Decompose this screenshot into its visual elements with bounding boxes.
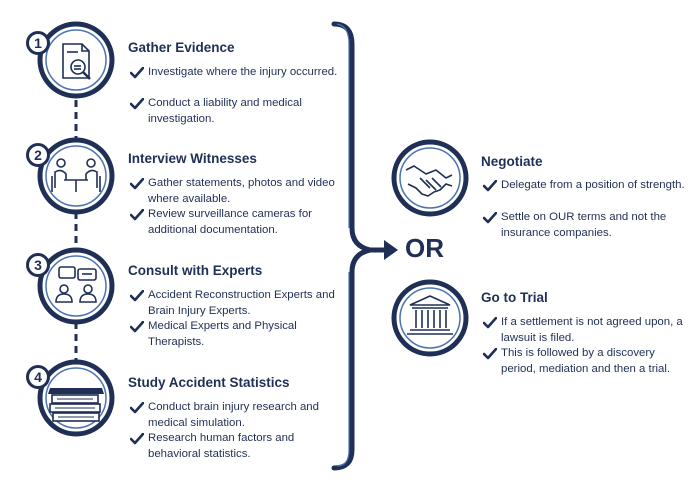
checkmark-icon xyxy=(130,67,144,79)
step-3-circle xyxy=(40,250,112,322)
trial-circle xyxy=(394,282,466,354)
step-3-bullet-1-text: Accident Reconstruction Experts and Brain Injury Experts. xyxy=(148,289,335,317)
checkmark-icon xyxy=(130,321,144,333)
step-2-number-badge: 2 xyxy=(26,143,50,167)
trial-bullet-1 xyxy=(483,315,688,346)
step-1-bullet-2-text: Conduct a liability and medical investigation. xyxy=(148,97,302,125)
trial-bullet-1-text: If a settlement is not agreed upon, a lawsuit is filed. xyxy=(501,316,683,344)
step-4-number-badge: 4 xyxy=(26,365,50,389)
trial-title: Go to Trial xyxy=(481,290,548,305)
book-stack-icon xyxy=(48,388,104,421)
negotiate-title: Negotiate xyxy=(481,154,543,169)
or-label: OR xyxy=(405,233,444,263)
step-3-bullet-1 xyxy=(130,288,345,319)
step-2-circle xyxy=(40,140,112,212)
trial-bullet-2 xyxy=(483,346,688,377)
step-3-title: Consult with Experts xyxy=(128,263,263,278)
step-4-title: Study Accident Statistics xyxy=(128,375,290,390)
checkmark-icon xyxy=(130,178,144,190)
step-2-bullet-1-text: Gather statements, photos and video where available. xyxy=(148,177,335,205)
checkmark-icon xyxy=(483,180,497,192)
checkmark-icon xyxy=(483,212,497,224)
negotiate-bullet-1 xyxy=(483,178,688,194)
checkmark-icon xyxy=(483,317,497,329)
step-2-bullet-2-text: Review surveillance cameras for additional documentation. xyxy=(148,208,312,236)
checkmark-icon xyxy=(130,433,144,445)
step-3-number-badge: 3 xyxy=(26,253,50,277)
step-3-bullet-2-text: Medical Experts and Physical Therapists. xyxy=(148,320,297,348)
step-2-bullet-1 xyxy=(130,176,345,207)
step-4-bullet-2 xyxy=(130,431,345,462)
checkmark-icon xyxy=(130,402,144,414)
step-1-bullet-2 xyxy=(130,96,345,127)
checkmark-icon xyxy=(483,348,497,360)
step-1-bullet-1-text: Investigate where the injury occurred. xyxy=(148,66,338,78)
step-2-bullet-2 xyxy=(130,207,345,238)
trial-bullet-2-text: This is followed by a discovery period, mediation and then a trial. xyxy=(501,347,671,375)
or-arrow-head xyxy=(384,240,398,260)
negotiate-bullet-2 xyxy=(483,210,688,241)
checkmark-icon xyxy=(130,98,144,110)
step-4-bullet-1-text: Conduct brain injury research and medical simulation. xyxy=(148,401,319,429)
step-2-title: Interview Witnesses xyxy=(128,151,257,166)
step-1-title: Gather Evidence xyxy=(128,40,235,55)
negotiate-bullet-2-text: Settle on OUR terms and not the insurance companies. xyxy=(501,211,667,239)
step-4-bullet-1 xyxy=(130,400,345,431)
checkmark-icon xyxy=(130,209,144,221)
step-1-bullet-1 xyxy=(130,65,345,81)
negotiate-bullet-1-text: Delegate from a position of strength. xyxy=(501,179,685,191)
step-3-bullet-2 xyxy=(130,319,345,350)
negotiate-circle xyxy=(394,142,466,214)
checkmark-icon xyxy=(130,290,144,302)
step-4-bullet-2-text: Research human factors and behavioral statistics. xyxy=(148,432,295,460)
step-1-number-badge: 1 xyxy=(26,31,50,55)
